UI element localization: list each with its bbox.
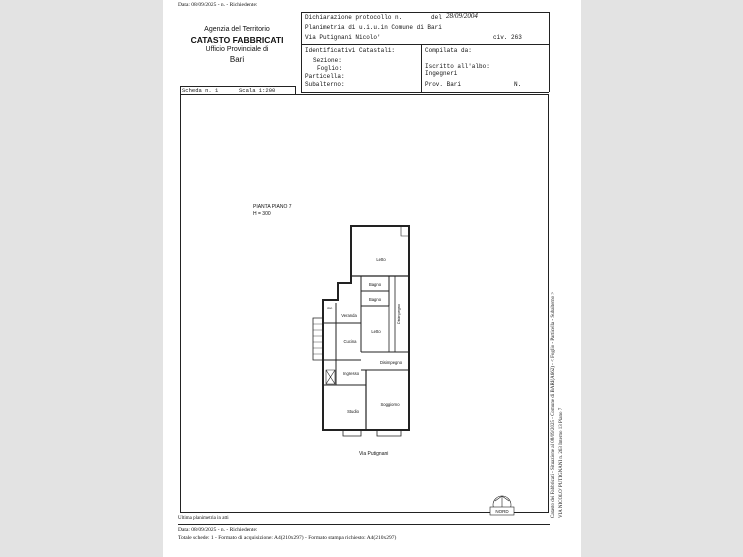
subalterno-label: Subalterno: [305, 81, 345, 88]
agency-catasto: CATASTO FABBRICATI [190, 35, 284, 45]
side-text-address: VIA NICOLO' PUTIGNANI n. 263 Interno 13 Piano 7 [559, 407, 564, 518]
plan-street: Via Putignani [359, 451, 389, 457]
agency-name: Agenzia del Territorio [204, 26, 270, 33]
room-veranda: Veranda [341, 313, 357, 318]
footer-totale: Totale schede: 1 - Formato di acquisizione: A4(210x297) - Formato stampa richiesto: A4(210x297) [178, 535, 397, 541]
date-value: 28/09/2004 [446, 12, 478, 20]
sezione-label: Sezione: [313, 57, 342, 64]
room-studio: Studio [347, 409, 359, 414]
particella-label: Particella: [305, 73, 345, 80]
header-line: Data: 08/09/2025 - n. - Richiedente: [178, 2, 258, 8]
street-text: Via Putignani Nicolo' [305, 34, 381, 41]
side-text-situazione: Catasto dei Fabbricati - Situazione al 08/09/2025 - Comune di BARI(A662) - < Foglio - Particella - Subalterno > [551, 291, 556, 518]
date-label: del [431, 14, 442, 21]
room-cucina: Cucina [343, 339, 357, 344]
scale-label: Scala 1:200 [239, 87, 276, 94]
planimetria-text: Planimetria di u.i.u.in Comune di Bari [305, 24, 442, 31]
agency-city: Bari [229, 55, 245, 64]
agency-office: Ufficio Provinciale di [205, 46, 269, 53]
footer-ultima: Ultima planimetria in atti [178, 516, 229, 521]
ingegneri-label: Ingegneri [425, 70, 458, 77]
room-lift: Asc. [327, 306, 333, 310]
civ-value: 263 [511, 34, 522, 41]
compiled-label: Compilata da: [425, 47, 472, 54]
n-label: N. [514, 81, 522, 88]
iscritto-label: Iscritto all'albo: [425, 63, 490, 70]
civ-label: civ. [493, 34, 508, 41]
plan-title: PIANTA PIANO 7 [253, 204, 292, 210]
room-soggiorno: Soggiorno [380, 402, 400, 407]
prov-label: Prov. Bari [425, 81, 462, 88]
identifiers-title: Identificativi Catastali: [305, 47, 396, 54]
room-letto-top: Letto [376, 257, 386, 262]
north-label: NORD [495, 509, 509, 514]
room-letto-mid: Letto [371, 329, 381, 334]
scheda-label: Scheda n. 1 [182, 87, 219, 94]
document-page [163, 0, 581, 557]
room-disimpegno-v: Disimpegno [397, 303, 401, 325]
plan-height: H = 300 [253, 211, 271, 217]
floor-plan [163, 0, 581, 557]
room-bagno-1: Bagno [368, 282, 382, 287]
protocol-label: Dichiarazione protocollo n. [305, 14, 403, 21]
room-ingresso: Ingresso [342, 371, 360, 376]
foglio-label: Foglio: [317, 65, 343, 72]
footer-data: Data: 08/09/2025 - n. - Richiedente: [178, 527, 258, 533]
room-bagno-2: Bagno [368, 297, 382, 302]
room-disimpegno-h: Disimpegno [379, 360, 403, 365]
